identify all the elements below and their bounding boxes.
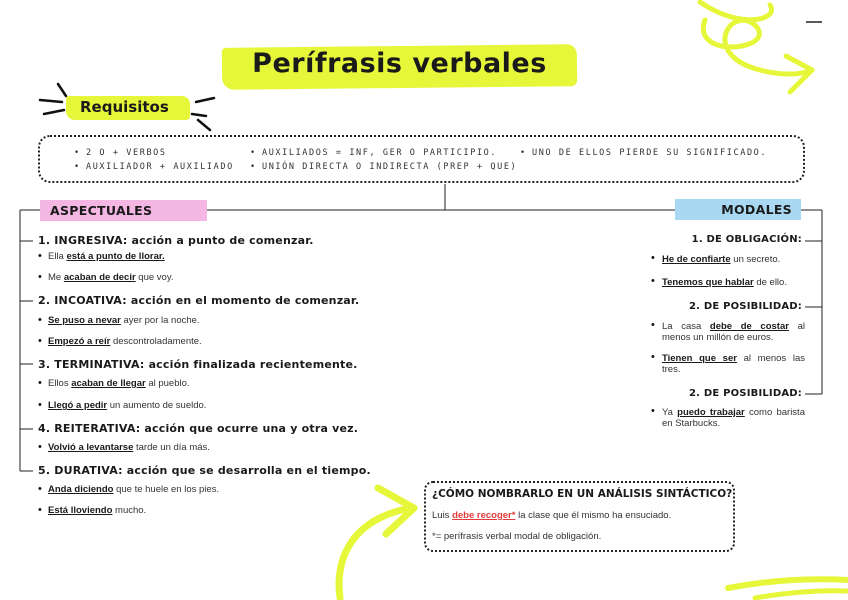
list-item: • Ella está a punto de llorar. [48,251,165,262]
analisis-example: Luis debe recoger* la clase que él mismo ha ensuciado. [432,510,672,521]
list-item: • AUXILIADOR + AUXILIADO [74,160,234,174]
list-item: • UNO DE ELLOS PIERDE SU SIGNIFICADO. [520,146,767,160]
analisis-note: *= perífrasis verbal modal de obligación. [432,531,602,542]
list-item: • Anda diciendo que te huele en los pies. [48,484,219,495]
list-item: • Tenemos que hablar de ello. [662,277,805,288]
list-item: • Volvió a levantarse tarde un día más. [48,442,210,453]
requisitos-label: Requisitos [80,98,169,116]
modales-tag: MODALES [675,199,801,220]
aspectual-heading-2: 2. INCOATIVA: acción en el momento de comenzar. [38,294,360,307]
aspectuales-tag: ASPECTUALES [40,200,207,221]
modal-heading-3: 2. DE POSIBILIDAD: [689,388,802,399]
list-item: • Me acaban de decir que voy. [48,272,174,283]
list-item: • AUXILIADOS = INF, GER O PARTICIPIO. [250,146,517,160]
list-item: • He de confiarte un secreto. [662,254,805,265]
requisitos-col-2 [250,146,517,174]
list-item: • Ellos acaban de llegar al pueblo. [48,378,190,389]
list-item: • Llegó a pedir un aumento de sueldo. [48,400,206,411]
requisitos-col-1 [74,146,234,174]
modal-heading-2: 2. DE POSIBILIDAD: [689,301,802,312]
list-item: • Empezó a reír descontroladamente. [48,336,202,347]
list-item: • Se puso a nevar ayer por la noche. [48,315,200,326]
list-item: • Tienen que ser al menos las tres. [662,353,805,375]
aspectual-heading-1: 1. INGRESIVA: acción a punto de comenzar. [38,234,314,247]
analisis-title: ¿CÓMO NOMBRARLO EN UN ANÁLISIS SINTÁCTICO? [432,488,733,500]
list-item: • 2 O + VERBOS [74,146,234,160]
list-item: • Ya puedo trabajar como barista en Starbucks. [662,407,805,429]
list-item: • Está lloviendo mucho. [48,505,146,516]
requisitos-col-3 [520,146,767,160]
list-item: • UNIÓN DIRECTA O INDIRECTA (PREP + QUE) [250,160,517,174]
aspectual-heading-4: 4. REITERATIVA: acción que ocurre una y otra vez. [38,422,359,435]
aspectual-heading-5: 5. DURATIVA: acción que se desarrolla en el tiempo. [38,464,371,477]
page-title: Perífrasis verbales [252,48,547,79]
list-item: • La casa debe de costar al menos un millón de euros. [662,321,805,343]
modal-heading-1: 1. DE OBLIGACIÓN: [691,234,802,245]
aspectual-heading-3: 3. TERMINATIVA: acción finalizada recientemente. [38,358,358,371]
